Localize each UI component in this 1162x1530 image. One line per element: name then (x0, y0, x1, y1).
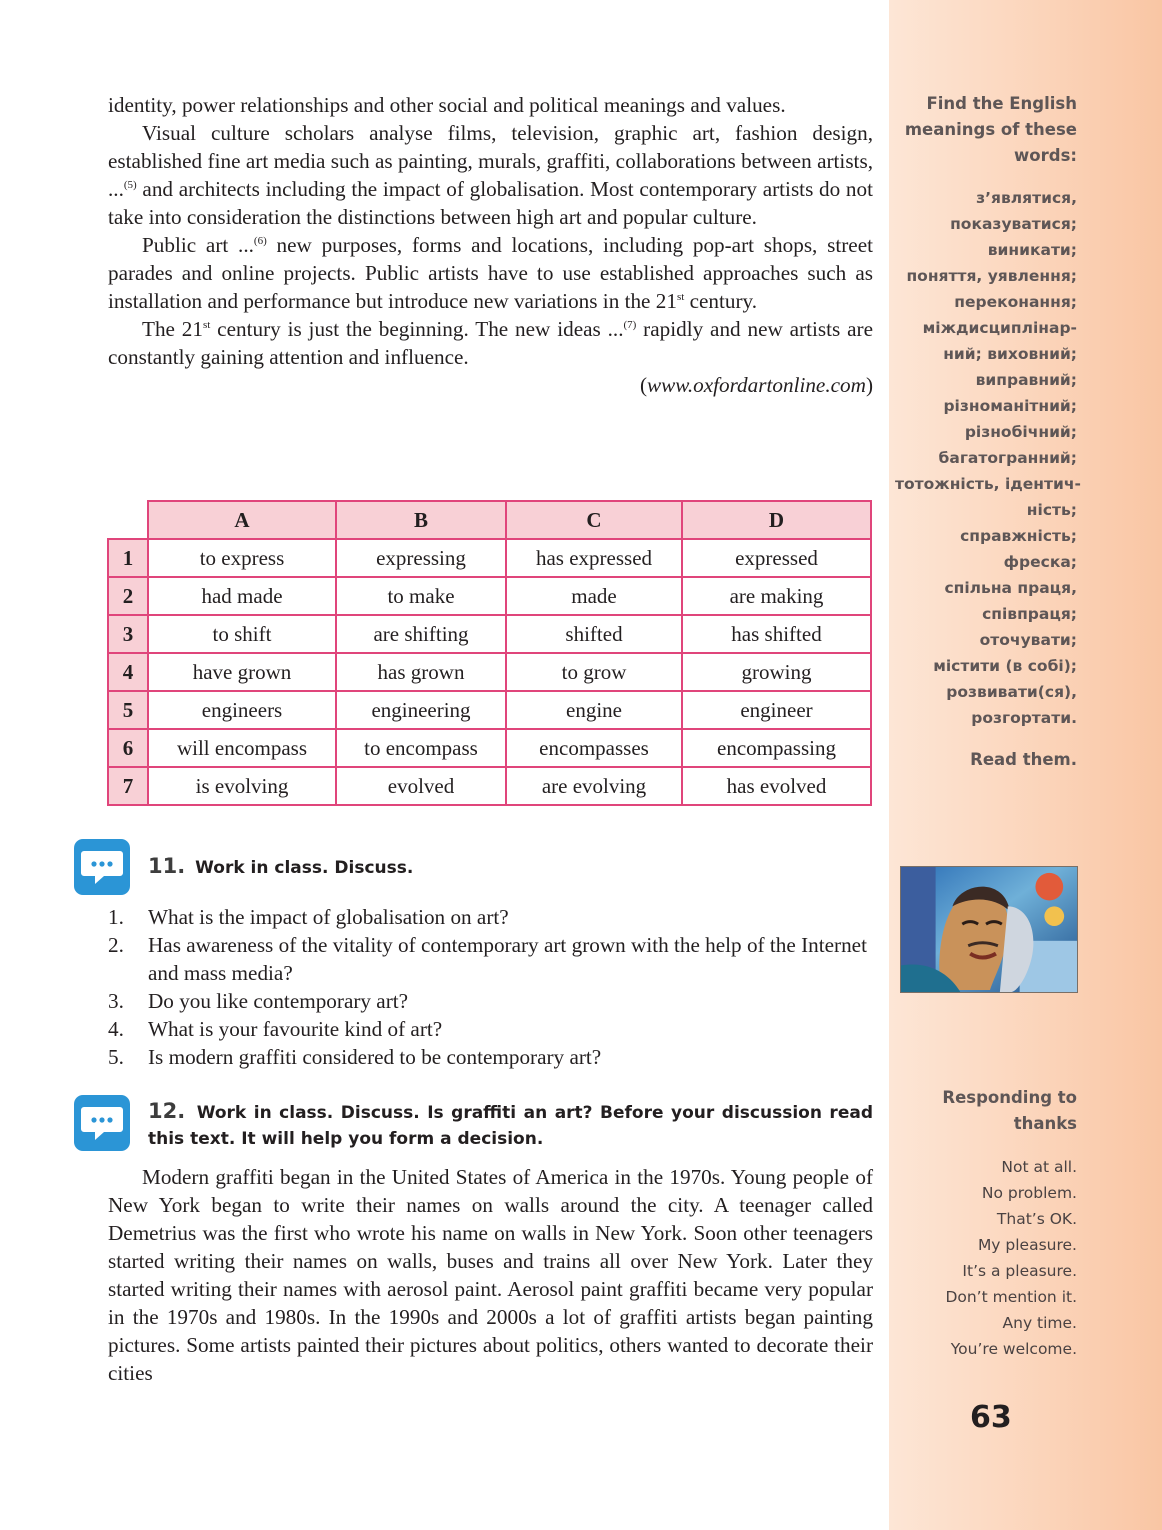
vocabulary-heading: Find the English meanings of these words: (904, 94, 1077, 165)
table-cell: has expressed (506, 539, 682, 577)
table-row (108, 577, 871, 615)
table-cell: engineering (336, 691, 506, 729)
list-item: 5. Is modern graffiti considered to be contemporary art? (108, 1045, 602, 1069)
speech-bubble-icon (74, 839, 130, 895)
table-row (108, 691, 871, 729)
table-cell: will encompass (148, 729, 336, 767)
column-header: C (506, 501, 682, 539)
row-number: 3 (108, 615, 148, 653)
table-cell: to express (148, 539, 336, 577)
vocabulary-list: з’являтися, показуватися; виникати; поняття, уявлення; переконання; міждисциплінар- ний; виховний; виправний; різноманітний; різнобічний; багатогранний; тотожність, ідентич- ність; справжність; фреска; спільна праця, співпраця; оточувати; містити (в собі); розвивати(ся), розгортати. (895, 189, 1081, 727)
reading-passage (108, 91, 873, 399)
graffiti-mural-image (900, 866, 1078, 993)
table-row (108, 729, 871, 767)
row-number: 2 (108, 577, 148, 615)
table-cell: to shift (148, 615, 336, 653)
column-header: A (148, 501, 336, 539)
table-cell: shifted (506, 615, 682, 653)
gap-marker: (6) (253, 234, 267, 247)
list-item: 4. What is your favourite kind of art? (108, 1017, 443, 1041)
table-cell: growing (682, 653, 871, 691)
passage-paragraph: The 21st century is just the beginning. The new ideas ...$^{(7)}$ rapidly and new artists are constantly gaining attention and influence. (108, 317, 873, 369)
table-cell: to make (336, 577, 506, 615)
discussion-questions (108, 903, 873, 1071)
row-number: 6 (108, 729, 148, 767)
table-cell: engine (506, 691, 682, 729)
row-number: 5 (108, 691, 148, 729)
passage-paragraph: Public art ...$^{(6)}$ new purposes, forms and locations, including pop-art shops, street parades and online projects. Public artists have to use established approaches such as installation and performance but introduce new variations in the 21st century. (108, 233, 874, 313)
row-number: 7 (108, 767, 148, 805)
table-cell: are shifting (336, 615, 506, 653)
passage-paragraph: Visual culture scholars analyse films, television, graphic art, fashion design, established fine art media such as painting, murals, graffiti, collaborations between artists, ...$^{(5)}$ and architects including the impact of globalisation. Most contemporary artists do not take into consideration the distinctions between high art and popular culture. (108, 121, 873, 229)
table-cell: has evolved (682, 767, 871, 805)
table-cell: have grown (148, 653, 336, 691)
table-cell: has shifted (682, 615, 871, 653)
table-cell: has grown (336, 653, 506, 691)
row-number: 1 (108, 539, 148, 577)
column-header: D (682, 501, 871, 539)
list-item: 3. Do you like contemporary art? (108, 989, 409, 1013)
page-number: 63 (970, 1400, 1012, 1435)
row-number: 4 (108, 653, 148, 691)
table-corner (108, 501, 148, 539)
table-cell: evolved (336, 767, 506, 805)
table-cell: expressed (682, 539, 871, 577)
vocabulary-footer: Read them. (970, 750, 1077, 769)
table-cell: encompasses (506, 729, 682, 767)
task-12-heading: 12. Work in class. Discuss. Is graffiti an art? Before your discussion read this text. It will help you form a decision. (148, 1099, 873, 1149)
graffiti-text: Modern graffiti began in the United States of America in the 1970s. Young people of New York began to write their names on walls around the city. A teenager called Demetrius was the first who wrote his name on walls in New York. Soon other teenagers started writing their names on walls, buses and trains all over New York. Later they started writing their names with aerosol paint. Aerosol paint graffiti became very popular in the 1970s and 1980s. In the 1990s and 2000s a lot of graffiti artists began painting pictures. Some artists painted their pictures about politics, others wanted to decorate their cities (108, 1165, 873, 1385)
table-row (108, 767, 871, 805)
gap-marker: (5) (123, 178, 137, 191)
table-cell: is evolving (148, 767, 336, 805)
table-cell: encompassing (682, 729, 871, 767)
answer-options-table (107, 500, 872, 806)
table-cell: engineers (148, 691, 336, 729)
passage-paragraph: identity, power relationships and other social and political meanings and values. (108, 93, 786, 117)
vocabulary-box (895, 91, 1081, 773)
list-item: 1. What is the impact of globalisation on art? (108, 905, 509, 929)
table-cell: had made (148, 577, 336, 615)
thanks-heading: Responding to thanks (942, 1088, 1077, 1133)
table-cell: expressing (336, 539, 506, 577)
column-header: B (336, 501, 506, 539)
table-cell: are evolving (506, 767, 682, 805)
table-cell: to grow (506, 653, 682, 691)
table-header-row (108, 501, 871, 539)
table-row (108, 615, 871, 653)
table-cell: are making (682, 577, 871, 615)
list-item: 2. Has awareness of the vitality of contemporary art grown with the help of the Internet and mass media? (108, 933, 867, 985)
table-row (108, 539, 871, 577)
source-citation: (www.oxfordartonline.com) (639, 373, 873, 397)
table-row (108, 653, 871, 691)
table-cell: made (506, 577, 682, 615)
table-cell: to encompass (336, 729, 506, 767)
speech-bubble-icon (74, 1095, 130, 1151)
thanks-phrases: Not at all. No problem. That’s OK. My pleasure. It’s a pleasure. Don’t mention it. Any time. You’re welcome. (945, 1158, 1077, 1358)
task-11-heading: 11. Work in class. Discuss. (148, 854, 414, 878)
gap-marker: (7) (623, 318, 637, 331)
table-cell: engineer (682, 691, 871, 729)
responding-to-thanks-box (895, 1085, 1077, 1362)
